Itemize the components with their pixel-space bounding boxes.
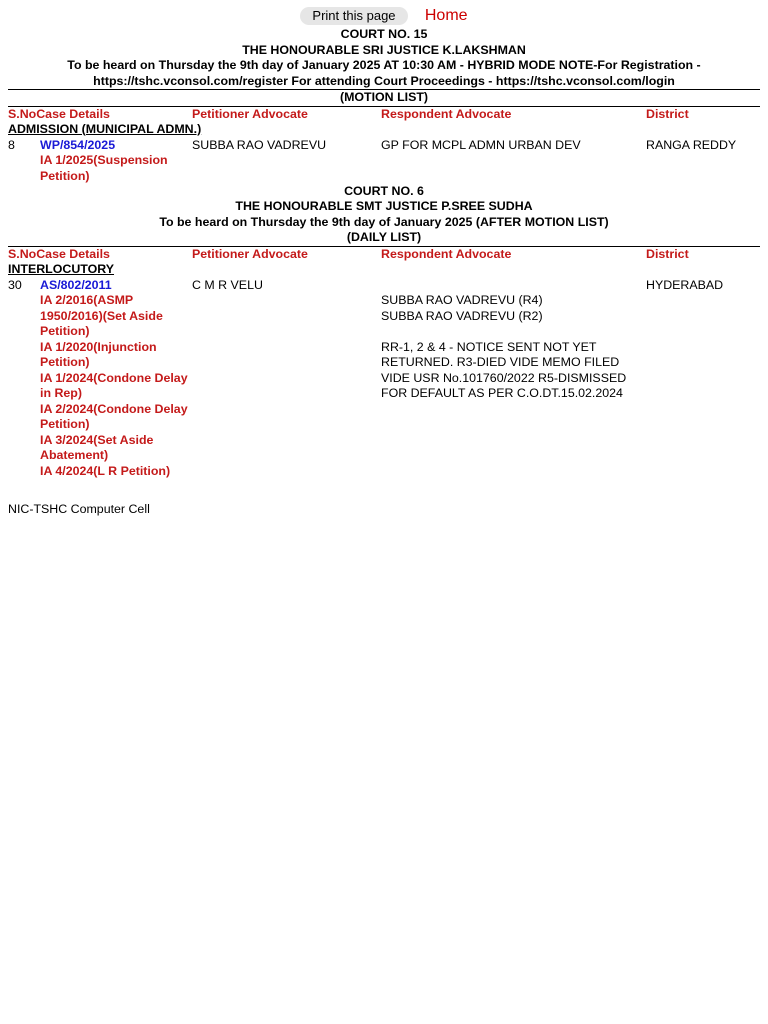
serial-number: 8 [8, 137, 15, 152]
district: HYDERABAD [646, 277, 724, 292]
ia-petition: IA 1/2020(Injunction Petition) [40, 339, 157, 369]
ia-petition: IA 2/2016(ASMP 1950/2016)(Set Aside Petition) [40, 293, 163, 338]
print-page-button[interactable]: Print this page [300, 7, 407, 25]
ia-petition: IA 4/2024(L R Petition) [40, 463, 171, 478]
col-respondent: Respondent Advocate [381, 246, 512, 261]
col-sno: S.No [8, 106, 37, 121]
respondent-advocate: SUBBA RAO VADREVU (R2) [381, 308, 543, 323]
case-row [8, 278, 760, 502]
ia-petition: IA 1/2024(Condone Delay in Rep) [40, 370, 188, 400]
col-case-details: Case Details [36, 106, 110, 121]
judge-name: THE HONOURABLE SMT JUSTICE P.SREE SUDHA [235, 199, 533, 213]
serial-number: 30 [8, 277, 22, 292]
court-15-header [8, 27, 760, 89]
court-number: COURT NO. 6 [344, 183, 424, 198]
footer-credit: NIC-TSHC Computer Cell [8, 501, 150, 516]
col-petitioner: Petitioner Advocate [192, 246, 308, 261]
hearing-info: To be heard on Thursday the 9th day of January 2025 (AFTER MOTION LIST) [159, 214, 609, 229]
respondent-advocate: GP FOR MCPL ADMN URBAN DEV [381, 137, 581, 152]
col-sno: S.No [8, 246, 37, 261]
case-details [40, 278, 190, 480]
column-headers [8, 247, 760, 262]
case-number-link[interactable]: AS/802/2011 [40, 277, 112, 292]
cause-list-page [8, 0, 760, 517]
col-sno-casedetails [8, 247, 110, 262]
col-respondent: Respondent Advocate [381, 106, 512, 121]
col-sno-casedetails [8, 107, 110, 122]
list-type: (MOTION LIST) [339, 90, 429, 104]
spacer [381, 324, 636, 340]
section-heading: INTERLOCUTORY [8, 261, 115, 276]
respondent-advocate: SUBBA RAO VADREVU (R4) [381, 293, 543, 307]
case-number-link[interactable]: WP/854/2025 [40, 137, 116, 152]
hearing-info: To be heard on Thursday the 9th day of January 2025 AT 10:30 AM - HYBRID MODE NOTE-For Registration - [67, 58, 701, 72]
judge-name: THE HONOURABLE SRI JUSTICE K.LAKSHMAN [242, 42, 526, 57]
home-link[interactable]: Home [424, 7, 468, 24]
col-district: District [646, 106, 689, 121]
respondent-advocates [381, 293, 636, 402]
ia-petition: IA 1/2025(Suspension Petition) [40, 153, 168, 183]
col-case-details: Case Details [36, 246, 110, 261]
petitioner-advocate: SUBBA RAO VADREVU [192, 137, 327, 152]
col-petitioner: Petitioner Advocate [192, 106, 308, 121]
section-heading: ADMISSION (MUNICIPAL ADMN.) [8, 121, 202, 136]
case-details [40, 138, 190, 185]
top-bar [8, 0, 760, 27]
respondent-note: RR-1, 2 & 4 - NOTICE SENT NOT YET RETURNED. R3-DIED VIDE MEMO FILED VIDE USR No.101760/2022 R5-DISMISSED FOR DEFAULT AS PER C.O.DT.15.02.2024 [381, 339, 627, 400]
petitioner-advocate: C M R VELU [192, 277, 263, 292]
hearing-links: https://tshc.vconsol.com/register For attending Court Proceedings - https://tshc.vconsol.com/login [93, 73, 675, 88]
case-row [8, 138, 760, 184]
district: RANGA REDDY [646, 137, 737, 152]
list-type: (DAILY LIST) [346, 230, 422, 244]
court-6-header [8, 184, 760, 246]
column-headers [8, 107, 760, 122]
col-district: District [646, 246, 689, 261]
court-number: COURT NO. 15 [340, 27, 428, 41]
ia-petition: IA 2/2024(Condone Delay Petition) [40, 401, 188, 431]
ia-petition: IA 3/2024(Set Aside Abatement) [40, 432, 154, 462]
